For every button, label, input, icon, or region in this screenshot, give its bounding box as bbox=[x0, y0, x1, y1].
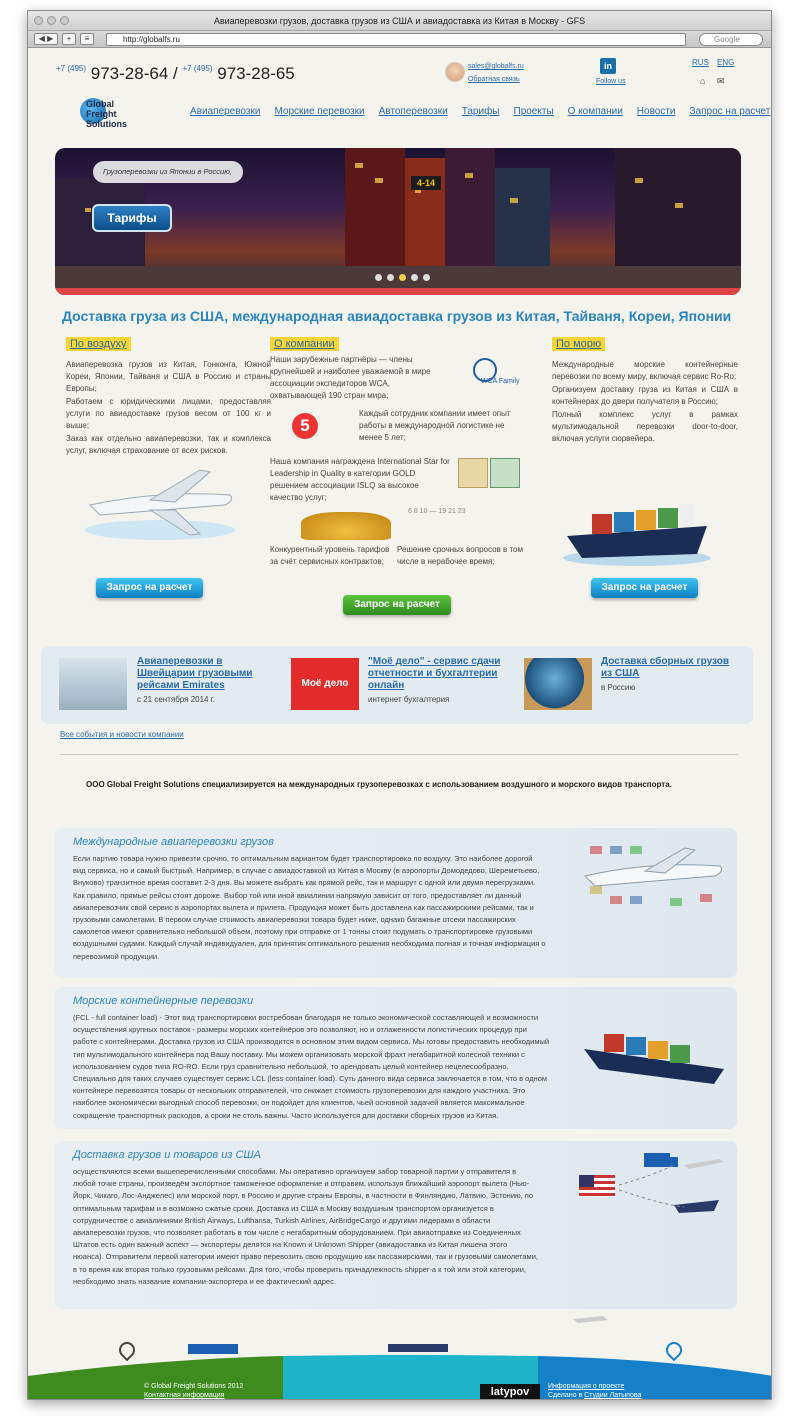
section-usa bbox=[54, 1141, 737, 1309]
avatar bbox=[445, 62, 465, 82]
bookmark-icon[interactable]: ≡ bbox=[80, 33, 94, 45]
made-by-label: Сделано в bbox=[548, 1392, 583, 1399]
menu-about[interactable]: О компании bbox=[567, 106, 623, 117]
phone1: 973-28-64 bbox=[90, 64, 169, 83]
container-ship-image bbox=[562, 496, 712, 566]
news-sub-1: с 21 сентября 2014 г. bbox=[137, 695, 215, 704]
studio-link[interactable]: Студии Латыпова bbox=[584, 1392, 642, 1399]
menu-sea[interactable]: Морские перевозки bbox=[274, 106, 365, 117]
window-controls[interactable] bbox=[34, 16, 69, 25]
email-link[interactable]: sales@globalfs.ru bbox=[468, 63, 524, 70]
location-pin-icon bbox=[666, 1342, 682, 1364]
column-about bbox=[270, 334, 532, 352]
logo-line-3: Solutions bbox=[86, 119, 127, 129]
about-partners: Наши зарубежные партнёры — члены крупнейшей и наиболее уважаемой в мире ассоциации экспедиторов WCA, охватывающей 190 стран мира; bbox=[270, 355, 431, 400]
clock-scale: 6 8 10 — 19 21 23 bbox=[408, 508, 466, 515]
section-sea bbox=[54, 987, 737, 1129]
phone-block bbox=[56, 64, 295, 84]
menu-request[interactable]: Запрос на расчет bbox=[689, 106, 771, 117]
feedback-link[interactable]: Обратная связь bbox=[468, 76, 520, 83]
news-sub-2: интернет бухгалтерия bbox=[368, 695, 450, 704]
phone-separator: / bbox=[173, 64, 178, 83]
coins-icon bbox=[301, 512, 391, 540]
news-item-1 bbox=[137, 656, 263, 704]
title-bar bbox=[28, 11, 771, 31]
follow-us-link[interactable]: Follow us bbox=[596, 78, 626, 85]
menu-news[interactable]: Новости bbox=[636, 106, 676, 117]
air-item: Заказ как отдельно авиаперевозки, так и комплекса услуг, включая страхование от всех рисков. bbox=[66, 434, 271, 455]
menu-auto[interactable]: Автоперевозки bbox=[378, 106, 448, 117]
air-item: Авиаперевозка грузов из Китая, Гонконга, Южной Кореи, Японии, Тайваня и США в Россию и страны Европы; bbox=[66, 360, 271, 393]
main-menu bbox=[190, 101, 772, 119]
section-usa-title: Доставка грузов и товаров из США bbox=[73, 1149, 261, 1161]
hero-banner bbox=[55, 148, 741, 295]
about-experience: Каждый сотрудник компании имеет опыт работы в международной логистике не менее 5 лет; bbox=[359, 409, 511, 442]
news-plane-image bbox=[59, 658, 127, 710]
air-item: Работаем с юридическими лицами, предоставляя услуги по авиадоставке грузов весом от 100 кг и выше; bbox=[66, 397, 271, 430]
about-tariffs: Конкурентный уровень тарифов за счёт сервисных контрактов; bbox=[270, 545, 390, 566]
linkedin-icon[interactable]: in bbox=[600, 58, 616, 74]
menu-air[interactable]: Авиаперевозки bbox=[190, 106, 261, 117]
section-air bbox=[54, 828, 737, 978]
add-tab-icon[interactable]: + bbox=[62, 33, 76, 45]
air-cargo-image bbox=[570, 836, 730, 916]
lang-en-link[interactable]: ENG bbox=[717, 58, 735, 67]
sea-item: Организуем доставку груза из Китая и США в контейнерах до двери получателя в Россию; bbox=[552, 385, 738, 406]
wca-label: WCA Family bbox=[481, 378, 520, 385]
section-sea-title: Морские контейнерные перевозки bbox=[73, 995, 254, 1007]
section-air-title: Международные авиаперевозки грузов bbox=[73, 836, 274, 848]
column-air bbox=[66, 334, 271, 458]
footer-landscape bbox=[28, 1314, 772, 1400]
tag-about[interactable]: О компании bbox=[270, 337, 339, 351]
usa-flag-icon bbox=[579, 1175, 615, 1197]
sea-item: Международные морские контейнерные перевозки по всему миру, включая сервис Ro-Ro; bbox=[552, 360, 738, 381]
tariffs-button[interactable]: Тарифы bbox=[92, 204, 172, 232]
menu-projects[interactable]: Проекты bbox=[513, 106, 554, 117]
sea-cargo-image bbox=[574, 999, 734, 1089]
back-forward-button[interactable]: ◀ ▶ bbox=[34, 33, 58, 45]
request-main-button[interactable]: Запрос на расчет bbox=[343, 595, 451, 615]
logo-line-2: Freight bbox=[86, 109, 117, 119]
browser-window bbox=[27, 10, 772, 1400]
section-air-text: Если партию товара нужно привезти срочно, то оптимальным вариантом будет транспортировка по воздуху. Это наиболее дорогой вид сервиса, но и самый быстрый. Например, в случае с авиадоставкой из Китая в Москву (в аэропорты Домодедово, Шереметьево, Внуково) транзитное время составит 2-3 дня. Вы можете выбрать как прямой рейс, так и маршрут с одной или двумя перегрузками. Как правило, прямые рейсы стоят дороже. Выбор той или иной авиалинии напрямую зависит от того, предоставляет ли данный авиаперевозчик свой сервис в аэропортах вылета и прилета. Продукция может быть доставлена как пассажирскими рейсами, так и грузовыми самолетами. В первом случае стоимость авиаперевозки товара будет ниже, однако багажные отсеки пассажирских самолетов имеют сравнительно небольшой объем, поэтому при отправке от 1 тонны стоит подумать о транспортировке грузовыми воздушными судами. Каждый случай индивидуален, для принятия оптимального решения необходима полная и точная информация о перевозимой продукции. bbox=[73, 854, 546, 961]
all-news-link[interactable]: Все события и новости компании bbox=[60, 730, 184, 739]
shop-sign: 4-14 bbox=[411, 176, 441, 190]
column-sea bbox=[552, 334, 738, 446]
home-icon[interactable]: ⌂ bbox=[700, 76, 706, 86]
made-by bbox=[548, 1392, 641, 1399]
slider-dots[interactable] bbox=[375, 274, 430, 281]
section-sea-text: (FCL - full container load) - Этот вид транспортировки востребован благодаря не только экономической составляющей и возможности осуществления крупных поставок - размеры морских контейнёров это позволяют, но и отлаженности логистических процедур при работе с контейнерами. Доставка грузов из США производится в основном этим видом сервиса. Мы готовы предоставить необходимый тип мультимодального контейнера под Вашу поставку. Мы можем организовать морской фрахт негабаритной колесной техники с использованием судов типа RO-RO. Если груз сравнительно небольшой, то арендовать целый контейнер нецелесообразно. Специально для таких случаев существует сервис LCL (less container load). Суть данного вида сервиса заключается в том, что в одном контейнере перевозятся товары от нескольких отправителей, что снижает стоимость грузоперевозки для каждого участника. Это наиболее экономически выгодный способ перевозки, он подойдет для клиентов, чьей основной задачей является максимальное сокращение транспортных расходов, а сроки не столь важны. Часто используется для доставки сборных грузов из Китая. bbox=[73, 1013, 550, 1120]
five-years-badge: 5 bbox=[292, 413, 318, 439]
footer bbox=[28, 1314, 772, 1400]
tag-sea[interactable]: По морю bbox=[552, 337, 605, 351]
page-headline: Доставка груза из США, международная авиадоставка грузов из Китая, Тайваня, Кореи, Японии bbox=[62, 308, 732, 324]
news-title-1[interactable]: Авиаперевозки в Швейцарии грузовыми рейсами Emirates bbox=[137, 656, 253, 691]
phone1-code: +7 (495) bbox=[56, 64, 87, 73]
news-sub-3: в Россию bbox=[601, 683, 636, 692]
mail-icon[interactable]: ✉ bbox=[717, 76, 725, 86]
page bbox=[28, 48, 771, 1400]
divider bbox=[60, 754, 738, 755]
address-bar[interactable]: http://globalfs.ru bbox=[106, 33, 686, 46]
copyright: © Global Freight Solutions 2012 bbox=[144, 1383, 244, 1390]
news-globe-image bbox=[524, 658, 592, 710]
logo-text[interactable] bbox=[86, 99, 127, 129]
about-urgent: Решение срочных вопросов в том числе в нерабочее время; bbox=[397, 545, 523, 566]
usa-delivery-image bbox=[574, 1145, 734, 1235]
browser-toolbar bbox=[28, 31, 771, 48]
studio-logo[interactable]: latypov bbox=[480, 1384, 540, 1400]
request-sea-button[interactable]: Запрос на расчет bbox=[591, 578, 698, 598]
news-title-3[interactable]: Доставка сборных грузов из США bbox=[601, 656, 730, 679]
moe-delo-logo[interactable]: Моё дело bbox=[291, 658, 359, 710]
tag-air[interactable]: По воздуху bbox=[66, 337, 131, 351]
news-block bbox=[41, 646, 753, 724]
certificate-icon bbox=[490, 458, 520, 488]
news-item-3 bbox=[601, 656, 731, 692]
airplane-image bbox=[80, 460, 240, 542]
logo-line-1: Global bbox=[86, 99, 115, 109]
about-award: Наша компания награждена International Star for Leadership in Quality в категории GOLD решением ассоциации ISLQ за высокое качество услуг; bbox=[270, 457, 450, 502]
phone2-code: +7 (495) bbox=[182, 64, 213, 73]
sea-item: Полный комплекс услуг в рамках мультимодальной перевозки door-to-door, включая услуги сюрвейера. bbox=[552, 410, 738, 443]
award-icon bbox=[458, 458, 488, 488]
phone2: 973-28-65 bbox=[217, 64, 295, 83]
menu-tariffs[interactable]: Тарифы bbox=[461, 106, 500, 117]
company-intro: ООО Global Freight Solutions специализируется на международных грузоперевозках с использованием воздушного и морского видов транспорта. bbox=[86, 780, 672, 789]
project-info-link[interactable]: Информация о проекте bbox=[548, 1383, 625, 1390]
banner-quote: Грузоперевозки из Японии в Россию, bbox=[93, 161, 243, 183]
search-field[interactable]: Google bbox=[699, 33, 763, 46]
wca-logo bbox=[453, 358, 523, 388]
location-pin-icon bbox=[119, 1342, 135, 1364]
request-air-button[interactable]: Запрос на расчет bbox=[96, 578, 203, 598]
contacts-link[interactable]: Контактная информация bbox=[144, 1392, 225, 1399]
news-title-2[interactable]: "Моё дело" - сервис сдачи отчетности и бухгалтерии онлайн bbox=[368, 656, 501, 691]
news-item-2 bbox=[368, 656, 508, 704]
lang-ru-link[interactable]: RUS bbox=[692, 58, 709, 67]
window-title: Авиаперевозки грузов, доставка грузов из США и авиадоставка из Китая в Москву - GFS bbox=[213, 16, 586, 26]
section-usa-text: осуществляются всеми вышеперечисленными способами. Мы оперативно организуем забор товарной партии у отправителя в любой точке страны, произведём экспортное таможенное оформление и отправим, используя ближайший аэропорт вылета (Нью-Йорк, Чикаго, Лос-Анджелес) или морской порт, в Россию и другие страны Европы, в частности в Финляндию, Латвию, Эстонию, по оптимальным тарифам и в возможно сжатые сроки. Доставка из США в Москву воздушным транспортом организуется в сотрудничестве с авиалиниями British Airways, Lufthansa, Turkish Airlines, AirBridgeCargo и другими лидерами в области авиаперевозки грузов, что позволяет работать в том числе с негабаритным оборудованием. При авиаотправке из Соединенных Штатов есть один важный аспект — экспортеры делятся на Known и Unknown Shipper (авиадоставка из Китая лишена этого нюанса). Отправители первой категории имеют право перевозить свою продукцию как пассажирскими, так и грузовыми самолетами, в то время как вторая только грузовыми рейсами. Для того, чтобы проверить принадлежность shipper-а к той или этой категории, необходимо знать название компании-экспортера и ее фактический адрес. bbox=[73, 1167, 538, 1286]
